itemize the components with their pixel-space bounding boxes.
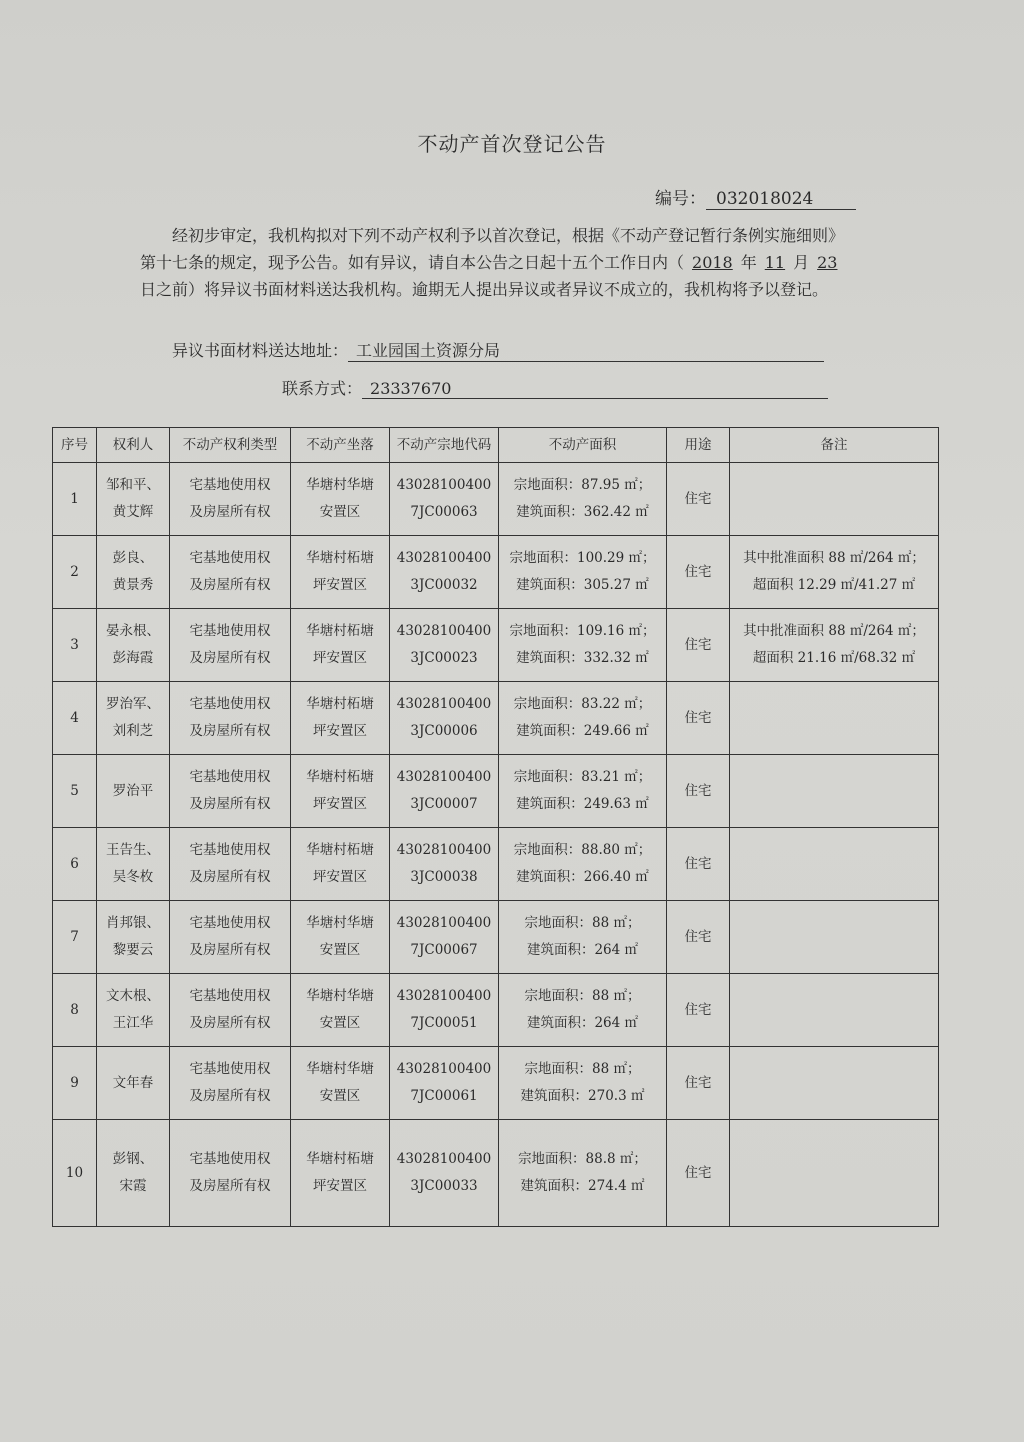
cell-no <box>53 536 97 609</box>
cell-use <box>667 536 730 609</box>
cell-location-line: 华塘村华塘 <box>306 988 374 1004</box>
cell-use <box>667 463 730 536</box>
table-row <box>53 463 939 536</box>
contact-row <box>282 376 828 399</box>
cell-owner-line: 罗治平 <box>112 782 154 799</box>
cell-no <box>53 682 97 755</box>
address-row <box>172 338 824 362</box>
cell-owner <box>97 682 170 755</box>
cell-use-line: 住宅 <box>684 636 712 653</box>
cell-area-line: 建筑面积：270.3 ㎡ <box>520 1088 645 1104</box>
cell-right-type <box>170 1120 291 1227</box>
contact-value: 23337670 <box>362 379 828 399</box>
cell-use-line: 住宅 <box>684 855 712 872</box>
cell-right-type-line: 及房屋所有权 <box>189 577 271 593</box>
cell-parcel-code-line: 43028100400 <box>396 623 492 639</box>
address-value: 工业园国土资源分局 <box>348 338 824 362</box>
cell-right-type <box>170 755 291 828</box>
cell-right-type <box>170 682 291 755</box>
cell-location <box>291 974 390 1047</box>
cell-area <box>499 828 667 901</box>
cell-parcel-code <box>390 536 499 609</box>
cell-parcel-code <box>390 755 499 828</box>
cell-owner <box>97 828 170 901</box>
header-parcel-code: 不动产宗地代码 <box>390 428 499 463</box>
header-no: 序号 <box>53 428 97 463</box>
cell-right-type <box>170 974 291 1047</box>
cell-right-type-line: 及房屋所有权 <box>189 942 271 958</box>
cell-right-type-line: 及房屋所有权 <box>189 1088 271 1104</box>
cell-parcel-code-line: 43028100400 <box>396 696 492 712</box>
cell-right-type <box>170 463 291 536</box>
cell-owner-line: 黄艾辉 <box>112 504 154 520</box>
cell-right-type-line: 及房屋所有权 <box>189 1178 271 1194</box>
table-row <box>53 682 939 755</box>
cell-area-line: 宗地面积：100.29 ㎡； <box>509 550 656 566</box>
cell-parcel-code <box>390 463 499 536</box>
cell-location <box>291 1047 390 1120</box>
cell-location-line: 坪安置区 <box>313 796 367 812</box>
cell-parcel-code-line: 43028100400 <box>396 842 492 858</box>
cell-right-type-line: 宅基地使用权 <box>189 1061 271 1077</box>
table-row <box>53 828 939 901</box>
cell-area-line: 宗地面积：87.95 ㎡； <box>513 477 652 493</box>
cell-location-line: 华塘村柘塘 <box>306 842 374 858</box>
cell-location-line: 坪安置区 <box>313 650 367 666</box>
cell-location <box>291 901 390 974</box>
cell-use-line: 住宅 <box>684 490 712 507</box>
cell-location-line: 安置区 <box>319 1088 361 1104</box>
header-use: 用途 <box>667 428 730 463</box>
cell-location-line: 华塘村华塘 <box>306 915 374 931</box>
cell-right-type-line: 及房屋所有权 <box>189 504 271 520</box>
cell-parcel-code <box>390 828 499 901</box>
cell-note <box>730 463 939 536</box>
cell-area-line: 宗地面积：88 ㎡； <box>524 915 641 931</box>
header-note: 备注 <box>730 428 939 463</box>
cell-use-line: 住宅 <box>684 1164 712 1181</box>
cell-use <box>667 901 730 974</box>
cell-note <box>730 609 939 682</box>
cell-use <box>667 609 730 682</box>
cell-location-line: 坪安置区 <box>313 869 367 885</box>
cell-use-line: 住宅 <box>684 563 712 580</box>
cell-note-line: 其中批准面积 88 ㎡/264 ㎡； <box>743 623 925 639</box>
table-row <box>53 974 939 1047</box>
cell-no-line: 9 <box>70 1074 79 1091</box>
cell-right-type-line: 宅基地使用权 <box>189 842 271 858</box>
cell-area-line: 宗地面积：83.21 ㎡； <box>513 769 652 785</box>
cell-no <box>53 1047 97 1120</box>
cell-no <box>53 1120 97 1227</box>
cell-note-line: 超面积 12.29 ㎡/41.27 ㎡ <box>752 577 916 593</box>
cell-no-line: 2 <box>70 563 79 580</box>
cell-note <box>730 755 939 828</box>
cell-right-type-line: 及房屋所有权 <box>189 1015 271 1031</box>
deadline-day: 23 <box>817 253 838 272</box>
cell-owner-line: 宋霞 <box>119 1178 147 1194</box>
cell-owner-line: 晏永根、 <box>106 623 160 639</box>
cell-right-type-line: 宅基地使用权 <box>189 623 271 639</box>
cell-parcel-code-line: 43028100400 <box>396 1061 492 1077</box>
cell-owner <box>97 1120 170 1227</box>
cell-owner-line: 吴冬枚 <box>112 869 154 885</box>
table-row <box>53 536 939 609</box>
deadline-month-unit: 月 <box>793 253 810 272</box>
cell-area-line: 建筑面积：266.40 ㎡ <box>516 869 649 885</box>
cell-area-line: 宗地面积：88 ㎡； <box>524 1061 641 1077</box>
cell-location-line: 华塘村柘塘 <box>306 550 374 566</box>
cell-right-type-line: 宅基地使用权 <box>189 915 271 931</box>
cell-use-line: 住宅 <box>684 782 712 799</box>
cell-no-line: 4 <box>70 709 79 726</box>
cell-no-line: 6 <box>70 855 79 872</box>
cell-use <box>667 828 730 901</box>
table-row <box>53 1047 939 1120</box>
cell-no <box>53 463 97 536</box>
cell-right-type <box>170 1047 291 1120</box>
cell-no <box>53 901 97 974</box>
cell-area-line: 建筑面积：249.63 ㎡ <box>516 796 649 812</box>
cell-no <box>53 828 97 901</box>
cell-area-line: 宗地面积：109.16 ㎡； <box>509 623 656 639</box>
cell-right-type-line: 及房屋所有权 <box>189 796 271 812</box>
address-label: 异议书面材料送达地址： <box>172 341 349 360</box>
cell-note <box>730 901 939 974</box>
cell-use-line: 住宅 <box>684 928 712 945</box>
cell-area <box>499 463 667 536</box>
cell-location-line: 安置区 <box>319 1015 361 1031</box>
cell-right-type-line: 宅基地使用权 <box>189 769 271 785</box>
cell-location <box>291 755 390 828</box>
document-title: 不动产首次登记公告 <box>417 132 607 156</box>
cell-location-line: 华塘村柘塘 <box>306 1151 374 1167</box>
cell-use <box>667 755 730 828</box>
cell-right-type-line: 宅基地使用权 <box>189 477 271 493</box>
header-area: 不动产面积 <box>499 428 667 463</box>
cell-parcel-code <box>390 901 499 974</box>
cell-location <box>291 609 390 682</box>
table-header-row <box>53 428 939 463</box>
cell-location <box>291 828 390 901</box>
cell-area-line: 建筑面积：305.27 ㎡ <box>516 577 649 593</box>
cell-location <box>291 463 390 536</box>
cell-no-line: 5 <box>70 782 79 799</box>
cell-area <box>499 609 667 682</box>
table-row <box>53 755 939 828</box>
cell-right-type-line: 宅基地使用权 <box>189 988 271 1004</box>
cell-location-line: 安置区 <box>319 942 361 958</box>
cell-owner-line: 黎要云 <box>112 942 154 958</box>
cell-area-line: 建筑面积：362.42 ㎡ <box>516 504 649 520</box>
cell-right-type-line: 及房屋所有权 <box>189 869 271 885</box>
header-owner: 权利人 <box>97 428 170 463</box>
cell-owner <box>97 536 170 609</box>
cell-parcel-code-line: 7JC00061 <box>410 1088 478 1104</box>
notice-text-1: 经初步审定，我机构拟对下列不动产权利予以首次登记，根据《不动产登记暂行条例实施细则》第十七条的规定，现予公告。如有异议，请自本公告之日起十五个工作日内（ <box>140 226 845 272</box>
cell-area <box>499 901 667 974</box>
cell-owner-line: 肖邦银、 <box>106 915 160 931</box>
cell-parcel-code-line: 43028100400 <box>396 550 492 566</box>
cell-area-line: 宗地面积：88.8 ㎡； <box>518 1151 647 1167</box>
cell-no-line: 7 <box>70 928 79 945</box>
cell-parcel-code-line: 7JC00051 <box>410 1015 478 1031</box>
table-row <box>53 609 939 682</box>
cell-area <box>499 536 667 609</box>
cell-no-line: 8 <box>70 1001 79 1018</box>
cell-area <box>499 1120 667 1227</box>
cell-use <box>667 682 730 755</box>
cell-location-line: 坪安置区 <box>313 1178 367 1194</box>
cell-location-line: 安置区 <box>319 504 361 520</box>
cell-owner-line: 王告生、 <box>106 842 160 858</box>
cell-parcel-code-line: 43028100400 <box>396 1151 492 1167</box>
cell-area-line: 建筑面积：332.32 ㎡ <box>516 650 649 666</box>
cell-use <box>667 1047 730 1120</box>
cell-area-line: 建筑面积：249.66 ㎡ <box>516 723 649 739</box>
cell-location-line: 坪安置区 <box>313 723 367 739</box>
cell-note <box>730 828 939 901</box>
table-row <box>53 901 939 974</box>
table-row <box>53 1120 939 1227</box>
cell-no <box>53 609 97 682</box>
cell-owner <box>97 901 170 974</box>
cell-location-line: 华塘村华塘 <box>306 477 374 493</box>
cell-owner <box>97 1047 170 1120</box>
cell-parcel-code-line: 43028100400 <box>396 915 492 931</box>
deadline-month: 11 <box>764 253 786 272</box>
cell-parcel-code-line: 3JC00007 <box>410 796 478 812</box>
cell-parcel-code-line: 43028100400 <box>396 477 492 493</box>
notice-paragraph <box>140 222 855 303</box>
cell-parcel-code <box>390 609 499 682</box>
cell-location-line: 华塘村柘塘 <box>306 623 374 639</box>
contact-label: 联系方式： <box>282 379 363 398</box>
cell-area-line: 宗地面积：88 ㎡； <box>524 988 641 1004</box>
document-number <box>655 184 856 210</box>
cell-no-line: 1 <box>70 490 79 507</box>
cell-use <box>667 974 730 1047</box>
cell-area-line: 建筑面积：274.4 ㎡ <box>520 1178 645 1194</box>
cell-use-line: 住宅 <box>684 709 712 726</box>
cell-owner-line: 王江华 <box>112 1015 154 1031</box>
cell-area <box>499 1047 667 1120</box>
cell-area-line: 宗地面积：83.22 ㎡； <box>513 696 652 712</box>
cell-location-line: 华塘村柘塘 <box>306 696 374 712</box>
deadline-year-unit: 年 <box>740 253 757 272</box>
deadline-year: 2018 <box>692 253 733 272</box>
cell-location <box>291 682 390 755</box>
document-number-label: 编号： <box>655 189 706 209</box>
cell-owner-line: 刘利芝 <box>112 723 154 739</box>
cell-location <box>291 536 390 609</box>
cell-owner-line: 黄景秀 <box>112 577 154 593</box>
cell-owner-line: 彭钢、 <box>112 1151 154 1167</box>
cell-area <box>499 682 667 755</box>
cell-note <box>730 974 939 1047</box>
cell-note <box>730 682 939 755</box>
cell-owner <box>97 609 170 682</box>
cell-right-type-line: 及房屋所有权 <box>189 650 271 666</box>
cell-right-type-line: 宅基地使用权 <box>189 696 271 712</box>
cell-area <box>499 755 667 828</box>
cell-right-type <box>170 901 291 974</box>
cell-right-type <box>170 609 291 682</box>
cell-use <box>667 1120 730 1227</box>
cell-parcel-code-line: 7JC00067 <box>410 942 478 958</box>
cell-parcel-code-line: 3JC00033 <box>410 1178 478 1194</box>
header-location: 不动产坐落 <box>291 428 390 463</box>
cell-location-line: 坪安置区 <box>313 577 367 593</box>
cell-owner-line: 文木根、 <box>106 988 160 1004</box>
notice-text-2: 日之前）将异议书面材料送达我机构。逾期无人提出异议或者异议不成立的，我机构将予以登记。 <box>140 280 829 299</box>
cell-area-line: 建筑面积：264 ㎡ <box>526 942 639 958</box>
cell-use-line: 住宅 <box>684 1001 712 1018</box>
cell-location <box>291 1120 390 1227</box>
cell-no-line: 3 <box>70 636 79 653</box>
cell-parcel-code <box>390 1047 499 1120</box>
cell-no-line: 10 <box>65 1164 84 1181</box>
cell-note-line: 超面积 21.16 ㎡/68.32 ㎡ <box>752 650 916 666</box>
cell-use-line: 住宅 <box>684 1074 712 1091</box>
cell-location-line: 华塘村华塘 <box>306 1061 374 1077</box>
cell-parcel-code-line: 3JC00032 <box>410 577 478 593</box>
cell-parcel-code-line: 43028100400 <box>396 769 492 785</box>
cell-parcel-code-line: 7JC00063 <box>410 504 478 520</box>
cell-parcel-code <box>390 1120 499 1227</box>
cell-parcel-code <box>390 974 499 1047</box>
cell-owner <box>97 974 170 1047</box>
cell-owner-line: 彭良、 <box>112 550 154 566</box>
cell-no <box>53 755 97 828</box>
cell-note <box>730 536 939 609</box>
cell-parcel-code <box>390 682 499 755</box>
cell-owner-line: 罗治军、 <box>106 696 160 712</box>
registration-table <box>52 427 939 1227</box>
cell-right-type <box>170 536 291 609</box>
cell-note <box>730 1120 939 1227</box>
cell-parcel-code-line: 3JC00038 <box>410 869 478 885</box>
cell-location-line: 华塘村柘塘 <box>306 769 374 785</box>
cell-parcel-code-line: 43028100400 <box>396 988 492 1004</box>
cell-owner-line: 文年春 <box>112 1074 154 1091</box>
cell-right-type-line: 宅基地使用权 <box>189 550 271 566</box>
header-right-type: 不动产权利类型 <box>170 428 291 463</box>
cell-note-line: 其中批准面积 88 ㎡/264 ㎡； <box>743 550 925 566</box>
cell-right-type-line: 宅基地使用权 <box>189 1151 271 1167</box>
cell-parcel-code-line: 3JC00006 <box>410 723 478 739</box>
cell-owner-line: 彭海霞 <box>112 650 154 666</box>
cell-area <box>499 974 667 1047</box>
cell-right-type-line: 及房屋所有权 <box>189 723 271 739</box>
cell-owner-line: 邹和平、 <box>106 477 160 493</box>
cell-right-type <box>170 828 291 901</box>
cell-area-line: 建筑面积：264 ㎡ <box>526 1015 639 1031</box>
cell-no <box>53 974 97 1047</box>
cell-owner <box>97 463 170 536</box>
cell-parcel-code-line: 3JC00023 <box>410 650 478 666</box>
cell-note <box>730 1047 939 1120</box>
cell-area-line: 宗地面积：88.80 ㎡； <box>513 842 652 858</box>
document-number-value: 032018024 <box>706 189 856 210</box>
cell-owner <box>97 755 170 828</box>
